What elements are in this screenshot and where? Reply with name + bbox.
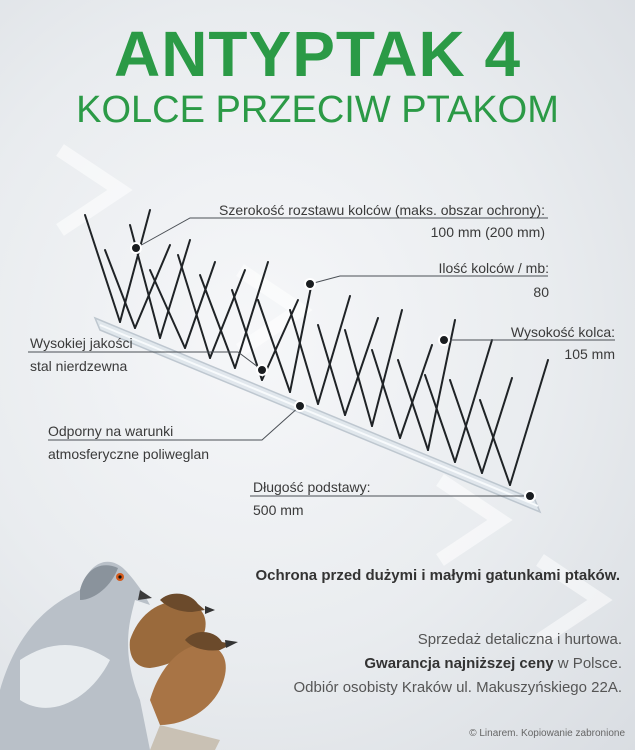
spacing-value: 100 mm (200 mm) xyxy=(430,224,545,240)
count-value: 80 xyxy=(533,284,549,300)
sales-info-guarantee xyxy=(294,652,622,676)
length-value: 500 mm xyxy=(253,502,304,518)
sparrow-picture xyxy=(130,594,238,750)
pigeon-picture xyxy=(0,562,152,750)
count-label: Ilość kolców / mb: xyxy=(438,260,549,276)
product-subtitle: KOLCE PRZECIW PTAKOM xyxy=(76,89,559,131)
sales-info-retail: Sprzedaż detaliczna i hurtowa. xyxy=(417,631,622,648)
steel-label-line1: Wysokiej jakości xyxy=(30,335,133,351)
copyright-notice: © Linarem. Kopiowanie zabronione xyxy=(469,728,625,739)
sales-info xyxy=(294,628,622,700)
steel-label-line2: stal nierdzewna xyxy=(30,358,128,374)
guarantee-bold: Gwarancja najniższej ceny xyxy=(364,655,554,672)
sales-info-pickup: Odbiór osobisty Kraków ul. Makuszyńskiego 22A. xyxy=(293,679,622,696)
spacing-label: Szerokość rozstawu kolców (maks. obszar ochrony): xyxy=(219,202,545,218)
height-label: Wysokość kolca: xyxy=(510,324,615,340)
length-label: Długość podstawy: xyxy=(253,479,371,495)
height-value: 105 mm xyxy=(564,346,615,362)
protection-tagline: Ochrona przed dużymi i małymi gatunkami ptaków. xyxy=(255,567,620,584)
polycarbonate-label-line2: atmosferyczne poliweglan xyxy=(48,446,210,462)
product-title: ANTYPTAK 4 xyxy=(113,18,522,90)
guarantee-rest: w Polsce. xyxy=(553,655,622,672)
polycarbonate-label-line1: Odporny na warunki xyxy=(48,423,174,439)
